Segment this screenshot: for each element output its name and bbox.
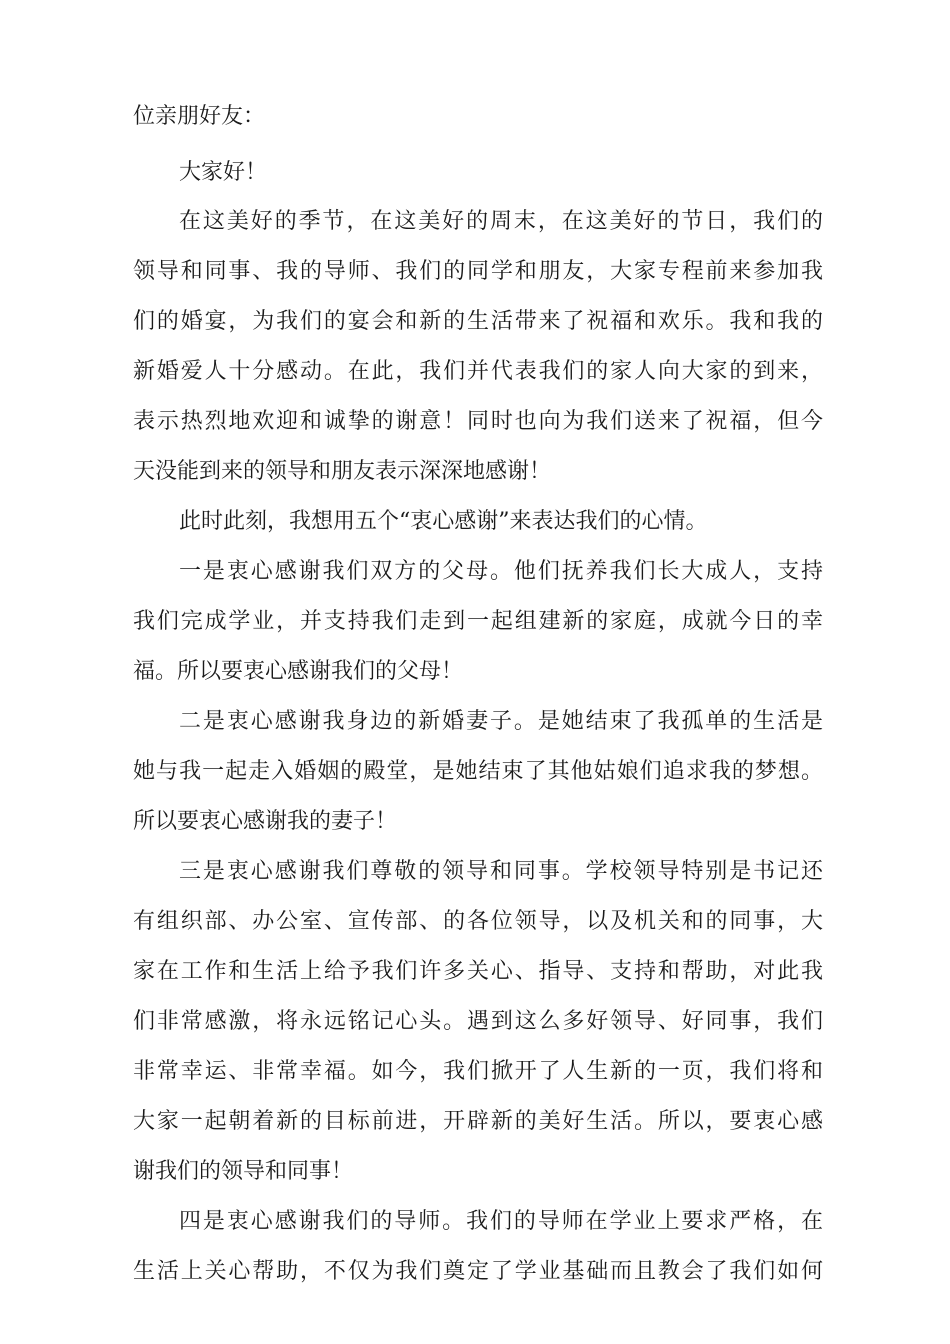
text-line: 生活上关心帮助，不仅为我们奠定了学业基础而且教会了我们如何 <box>133 1259 823 1284</box>
text-line: 们非常感激，将永远铭记心头。遇到这么多好领导、好同事，我们 <box>133 1009 823 1034</box>
text-line: 们的婚宴，为我们的宴会和新的生活带来了祝福和欢乐。我和我的 <box>133 309 823 334</box>
text-line: 表示热烈地欢迎和诚挚的谢意！同时也向为我们送来了祝福，但今 <box>133 409 823 434</box>
text-line: 非常幸运、非常幸福。如今，我们掀开了人生新的一页，我们将和 <box>133 1059 823 1084</box>
text-line: 我们完成学业，并支持我们走到一起组建新的家庭，成就今日的幸 <box>133 609 823 634</box>
text-line: 家在工作和生活上给予我们许多关心、指导、支持和帮助，对此我 <box>133 959 823 984</box>
text-line: 在这美好的季节，在这美好的周末，在这美好的节日，我们的 <box>179 209 823 234</box>
text-line: 一是衷心感谢我们双方的父母。他们抚养我们长大成人，支持 <box>179 559 823 584</box>
text-line: 四是衷心感谢我们的导师。我们的导师在学业上要求严格，在 <box>179 1209 823 1234</box>
text-line: 二是衷心感谢我身边的新婚妻子。是她结束了我孤单的生活是 <box>179 709 823 734</box>
text-line: 所以要衷心感谢我的妻子！ <box>133 809 398 834</box>
text-line: 天没能到来的领导和朋友表示深深地感谢！ <box>133 459 552 484</box>
text-line: 此时此刻，我想用五个“衷心感谢”来表达我们的心情。 <box>179 509 708 534</box>
text-line: 新婚爱人十分感动。在此，我们并代表我们的家人向大家的到来， <box>133 359 823 384</box>
text-line: 有组织部、办公室、宣传部、的各位领导，以及机关和的同事，大 <box>133 909 823 934</box>
text-line: 谢我们的领导和同事！ <box>133 1159 354 1184</box>
text-line: 福。所以要衷心感谢我们的父母！ <box>133 659 464 684</box>
text-line: 她与我一起走入婚姻的殿堂，是她结束了其他姑娘们追求我的梦想。 <box>133 759 823 784</box>
text-line: 领导和同事、我的导师、我们的同学和朋友，大家专程前来参加我 <box>133 259 823 284</box>
text-line: 大家好！ <box>179 160 268 185</box>
text-line: 位亲朋好友： <box>133 104 266 129</box>
text-line: 大家一起朝着新的目标前进，开辟新的美好生活。所以，要衷心感 <box>133 1109 823 1134</box>
text-line: 三是衷心感谢我们尊敬的领导和同事。学校领导特别是书记还 <box>179 859 823 884</box>
